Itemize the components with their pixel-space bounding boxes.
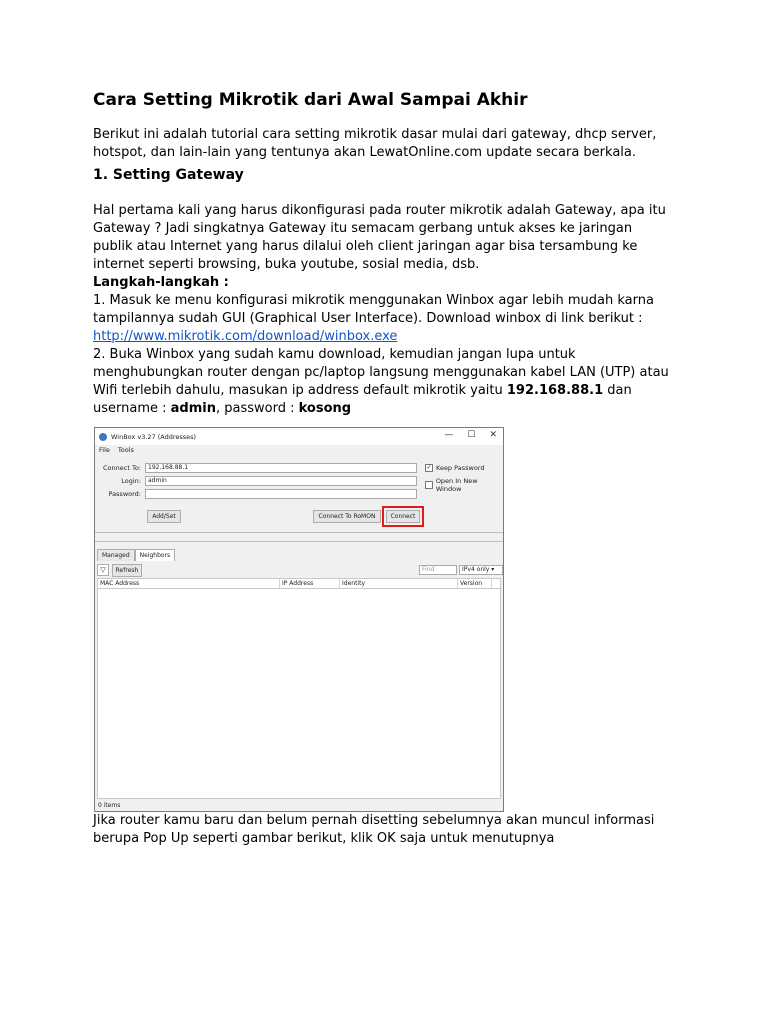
winbox-download-link[interactable]: http://www.mikrotik.com/download/winbox.exe: [93, 329, 398, 344]
tab-managed[interactable]: Managed: [97, 549, 135, 561]
winbox-screenshot: [94, 427, 504, 812]
connect-to-row: [95, 463, 417, 473]
open-new-window-checkbox[interactable]: [425, 477, 503, 493]
login-row: [95, 476, 417, 486]
password-input[interactable]: [145, 489, 417, 499]
close-icon[interactable]: ✕: [489, 430, 497, 440]
window-controls: [444, 430, 497, 440]
gateway-paragraph: Hal pertama kali yang harus dikonfigurasi pada router mikrotik adalah Gateway, apa itu Gateway ? Jadi singkatnya Gateway itu semacam gerbang untuk akses ke jaringan publik atau Internet yang harus dilalui oleh client jaringan agar bisa tersambung ke internet seperti browsing, buka youtube, sosial media, dsb.: [93, 203, 666, 272]
step-1: [93, 292, 673, 346]
ip-filter-select[interactable]: [459, 565, 503, 575]
column-ip-address[interactable]: IP Address: [280, 579, 340, 588]
closing-section: [93, 812, 673, 848]
closing-paragraph: Jika router kamu baru dan belum pernah disetting sebelumnya akan muncul informasi berupa Pop Up seperti gambar berikut, klik OK saja untuk menutupnya: [93, 813, 655, 846]
password-row: [95, 489, 417, 499]
filter-icon[interactable]: ▽: [97, 564, 109, 576]
connect-to-label: Connect To:: [103, 464, 141, 472]
connect-to-input[interactable]: 192.168.88.1: [145, 463, 417, 473]
keep-password-checkbox[interactable]: [425, 464, 485, 472]
menu-tools[interactable]: Tools: [117, 446, 134, 454]
ip-filter-value: IPv4 only: [462, 566, 490, 573]
step-2-text-c: , password :: [215, 401, 299, 416]
neighbors-table: [97, 578, 501, 799]
chevron-down-icon: ▾: [491, 566, 495, 573]
password-label: Password:: [108, 490, 141, 498]
maximize-icon[interactable]: ☐: [467, 430, 476, 440]
winbox-titlebar: [95, 428, 503, 445]
panel-divider: [95, 541, 503, 542]
minimize-icon[interactable]: —: [444, 430, 454, 440]
keep-password-label: Keep Password: [436, 464, 485, 472]
login-input[interactable]: admin: [145, 476, 417, 486]
column-identity[interactable]: Identity: [340, 579, 458, 588]
find-input[interactable]: Find: [419, 565, 457, 575]
open-new-window-box: [425, 481, 433, 489]
status-bar: 0 items: [98, 802, 121, 809]
winbox-window-title: WinBox v3.27 (Addresses): [111, 432, 197, 441]
default-password: kosong: [298, 401, 352, 416]
section-heading-gateway: 1. Setting Gateway: [93, 167, 244, 183]
connect-romon-button[interactable]: Connect To RoMON: [313, 510, 381, 523]
form-divider: [95, 532, 503, 533]
winbox-logo-icon: [99, 433, 107, 441]
neighbor-tabs: [97, 549, 175, 561]
page-title: Cara Setting Mikrotik dari Awal Sampai Akhir: [93, 90, 528, 110]
connect-button[interactable]: Connect: [386, 510, 420, 523]
step-1-text: 1. Masuk ke menu konfigurasi mikrotik menggunakan Winbox agar lebih mudah karna tampilannya sudah GUI (Graphical User Interface). Download winbox di link berikut :: [93, 293, 654, 326]
keep-password-check-icon: ✓: [426, 464, 432, 471]
step-2-text-a: 2. Buka Winbox yang sudah kamu download, kemudian jangan lupa untuk menghubungkan router dengan pc/laptop langsung menggunakan kabel LAN (UTP) atau Wifi terlebih dahulu, masukan ip address default mikrotik yaitu: [93, 347, 669, 398]
open-new-window-label: Open In New Window: [435, 477, 478, 493]
step-2-text-b: dan username :: [93, 383, 632, 416]
document-body: [93, 88, 673, 418]
add-set-button[interactable]: Add/Set: [147, 510, 181, 523]
menu-file[interactable]: File: [99, 446, 110, 454]
intro-paragraph: Berikut ini adalah tutorial cara setting mikrotik dasar mulai dari gateway, dhcp server, hotspot, dan lain-lain yang tentunya akan LewatOnline.com update secara berkala.: [93, 127, 657, 160]
login-label: Login:: [121, 477, 141, 485]
refresh-button[interactable]: Refresh: [112, 564, 142, 577]
column-version[interactable]: Version: [458, 579, 492, 588]
column-mac-address[interactable]: MAC Address: [98, 579, 280, 588]
steps-label: Langkah-langkah :: [93, 275, 229, 290]
table-header: [98, 579, 500, 589]
step-2: [93, 346, 673, 418]
default-ip: 192.168.88.1: [506, 383, 604, 398]
tab-neighbors[interactable]: Neighbors: [135, 549, 176, 561]
default-username: admin: [170, 401, 216, 416]
neighbors-toolbar: [97, 564, 501, 576]
winbox-menubar: [95, 445, 503, 455]
